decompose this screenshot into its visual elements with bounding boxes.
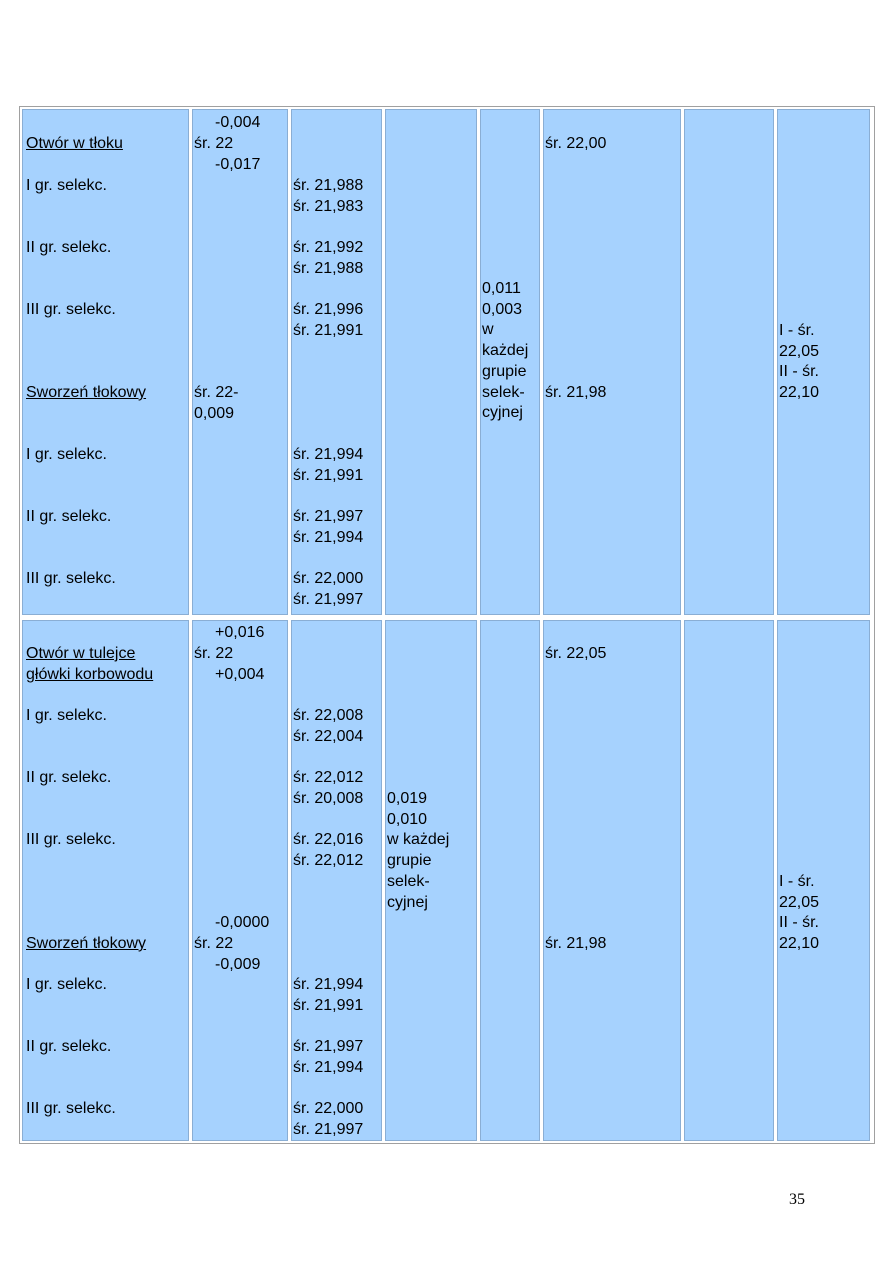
group-dimension-cell bbox=[291, 620, 382, 1141]
group-label: II gr. selekc. bbox=[26, 1038, 112, 1055]
group-dim-a: śr. 22,008 bbox=[293, 707, 364, 724]
group-label: I gr. selekc. bbox=[26, 707, 107, 724]
group-dim-b: śr. 21,983 bbox=[293, 198, 364, 215]
tolerance-table bbox=[19, 106, 875, 1144]
group-dim-a: śr. 21,997 bbox=[293, 508, 364, 525]
tolerance-lower: +0,004 bbox=[215, 666, 265, 683]
group-dim-b: śr. 21,997 bbox=[293, 1121, 364, 1138]
group-label: III gr. selekc. bbox=[26, 301, 116, 318]
nominal-tolerance-cell bbox=[192, 109, 288, 615]
group-dim-b: śr. 21,991 bbox=[293, 467, 364, 484]
group-dim-a: śr. 21,992 bbox=[293, 239, 364, 256]
tolerance-nominal: śr. 22 bbox=[194, 135, 234, 152]
tolerance-upper: -0,004 bbox=[215, 114, 261, 131]
group-dim-b: śr. 21,991 bbox=[293, 997, 364, 1014]
part-label: Otwór w tłoku bbox=[26, 135, 123, 152]
part-label: Sworzeń tłokowy bbox=[26, 384, 147, 401]
repair-size-cell bbox=[777, 620, 870, 1141]
group-dim-a: śr. 21,988 bbox=[293, 177, 364, 194]
clearance-cell bbox=[385, 620, 477, 1141]
group-label: III gr. selekc. bbox=[26, 1100, 116, 1117]
group-dim-b: śr. 21,994 bbox=[293, 1059, 364, 1076]
clearance-cell bbox=[385, 109, 477, 615]
tolerance-upper: +0,016 bbox=[215, 624, 265, 641]
nominal-tolerance-cell bbox=[192, 620, 288, 1141]
tolerance-upper: -0,0000 bbox=[215, 914, 270, 931]
clearance-group-cell bbox=[480, 109, 540, 615]
group-label: I gr. selekc. bbox=[26, 177, 107, 194]
group-dim-a: śr. 21,994 bbox=[293, 976, 364, 993]
group-dim-a: śr. 21,997 bbox=[293, 1038, 364, 1055]
table-row-conrod bbox=[20, 620, 874, 1141]
group-dim-b: śr. 21,997 bbox=[293, 591, 364, 608]
empty-cell bbox=[684, 109, 774, 615]
tolerance-nominal: śr. 22 bbox=[194, 645, 234, 662]
group-label: II gr. selekc. bbox=[26, 769, 112, 786]
group-dimension-cell bbox=[291, 109, 382, 615]
tolerance-pin: śr. 22- 0,009 bbox=[194, 384, 239, 422]
group-dim-a: śr. 22,012 bbox=[293, 769, 364, 786]
part-name-cell bbox=[22, 620, 189, 1141]
nominal-size-cell bbox=[543, 620, 681, 1141]
group-dim-b: śr. 21,988 bbox=[293, 260, 364, 277]
empty-cell bbox=[684, 620, 774, 1141]
group-label: III gr. selekc. bbox=[26, 570, 116, 587]
page-number: 35 bbox=[789, 1191, 805, 1208]
group-dim-b: śr. 20,008 bbox=[293, 790, 364, 807]
group-dim-b: śr. 21,994 bbox=[293, 529, 364, 546]
repair-text: I - śr. 22,05 II - śr. 22,10 bbox=[779, 322, 820, 402]
part-name-cell bbox=[22, 109, 189, 615]
group-dim-a: śr. 21,996 bbox=[293, 301, 364, 318]
nominal-pin: śr. 21,98 bbox=[545, 935, 607, 952]
repair-text: I - śr. 22,05 II - śr. 22,10 bbox=[779, 873, 820, 953]
group-dim-b: śr. 21,991 bbox=[293, 322, 364, 339]
table-row-piston bbox=[20, 109, 874, 615]
group-label: II gr. selekc. bbox=[26, 508, 112, 525]
tolerance-lower: -0,017 bbox=[215, 156, 261, 173]
nominal-hole: śr. 22,05 bbox=[545, 645, 607, 662]
group-dim-a: śr. 22,016 bbox=[293, 831, 364, 848]
repair-size-cell bbox=[777, 109, 870, 615]
group-dim-a: śr. 22,000 bbox=[293, 570, 364, 587]
nominal-size-cell bbox=[543, 109, 681, 615]
nominal-pin: śr. 21,98 bbox=[545, 384, 607, 401]
group-label: II gr. selekc. bbox=[26, 239, 112, 256]
tolerance-nominal: śr. 22 bbox=[194, 935, 234, 952]
group-label: I gr. selekc. bbox=[26, 446, 107, 463]
tolerance-lower: -0,009 bbox=[215, 956, 261, 973]
group-dim-a: śr. 21,994 bbox=[293, 446, 364, 463]
group-label: I gr. selekc. bbox=[26, 976, 107, 993]
clearance-text: 0,011 0,003 w każdej grupie selek- cyjnej bbox=[482, 280, 529, 422]
group-dim-b: śr. 22,012 bbox=[293, 852, 364, 869]
group-dim-b: śr. 22,004 bbox=[293, 728, 364, 745]
clearance-group-cell bbox=[480, 620, 540, 1141]
clearance-text: 0,019 0,010 w każdej grupie selek- cyjnej bbox=[387, 790, 450, 911]
nominal-hole: śr. 22,00 bbox=[545, 135, 607, 152]
group-dim-a: śr. 22,000 bbox=[293, 1100, 364, 1117]
part-label: Otwór w tulejce główki korbowodu bbox=[26, 645, 154, 683]
group-label: III gr. selekc. bbox=[26, 831, 116, 848]
part-label: Sworzeń tłokowy bbox=[26, 935, 147, 952]
